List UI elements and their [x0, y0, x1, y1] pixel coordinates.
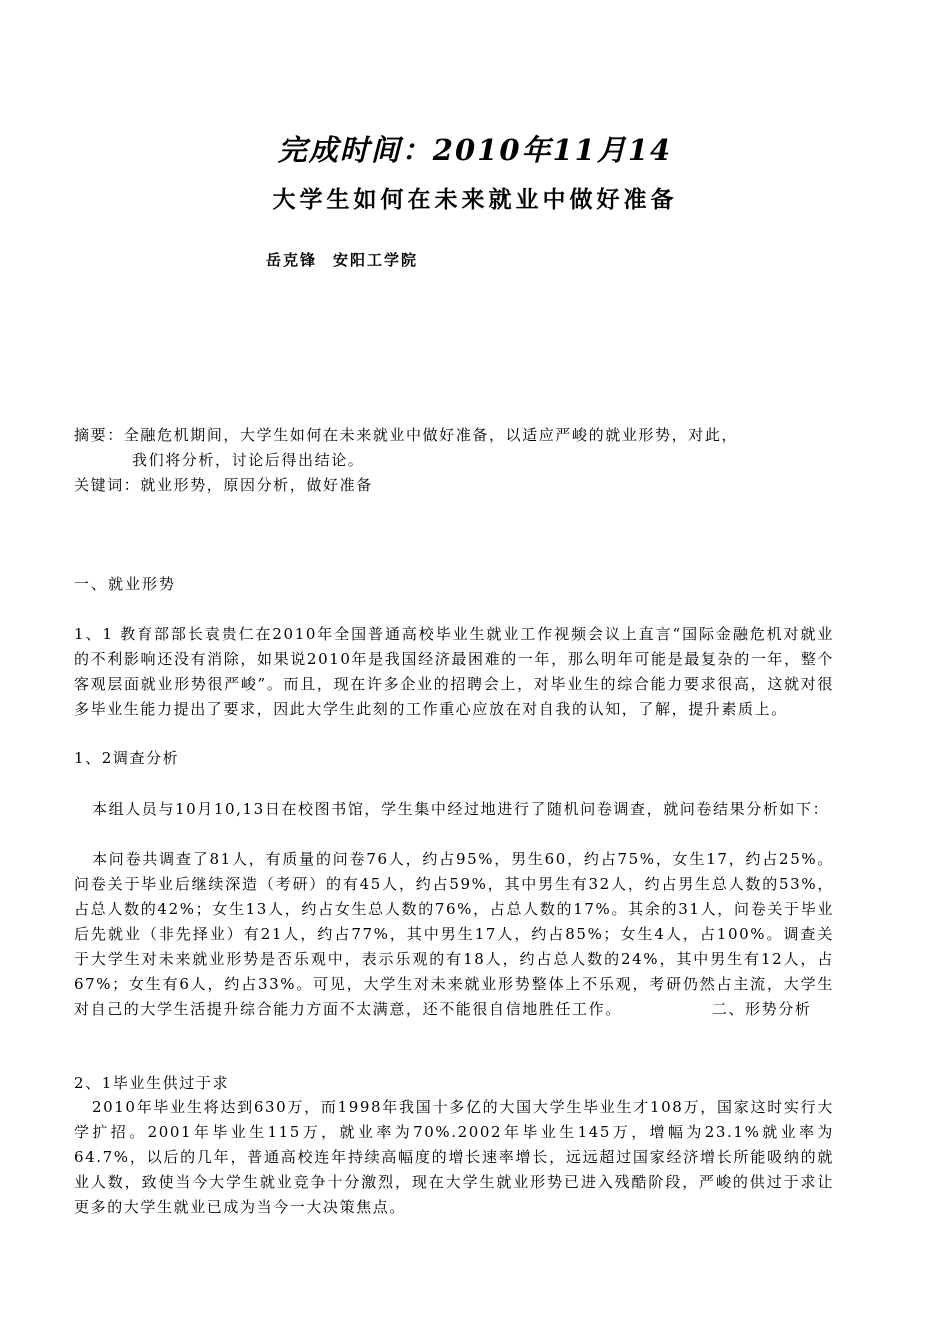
- section-1-1-paragraph: 1、1 教育部部长袁贵仁在2010年全国普通高校毕业生就业工作视频会议上直言“国际金融危机对就业的不利影响还没有消除，如果说2010年是我国经济最困难的一年，那么明年可能是最复杂的一年，整个客观层面就业形势很严峻”。而且，现在许多企业的招聘会上，对毕业生的综合能力要求很高，这就对很多毕业生能力提出了要求，因此大学生此刻的工作重心应放在对自我的认知，了解，提升素质上。: [74, 625, 834, 718]
- abstract-line-1: 全融危机期间，大学生如何在未来就业中做好准备，以适应严峻的就业形势，对此，: [123, 426, 739, 444]
- abstract-label: 摘要：: [74, 426, 124, 444]
- author-line: [266, 249, 434, 270]
- survey-intro-paragraph: 本组人员与10月10,13日在校图书馆，学生集中经过地进行了随机问卷调查，就问卷结果分析如下：: [92, 800, 830, 818]
- abstract: [74, 423, 834, 498]
- abstract-line-2: 我们将分析，讨论后得出结论。: [132, 451, 365, 469]
- section-1-2-heading: 1、2调查分析: [74, 749, 180, 767]
- author-name: 岳克锋: [266, 251, 318, 269]
- section-2-1-heading: 2、1毕业生供过于求: [74, 1074, 230, 1092]
- keywords-label: 关键词：: [74, 476, 141, 494]
- keywords: [74, 473, 834, 498]
- author-affiliation: 安阳工学院: [333, 251, 419, 269]
- document-title: 大学生如何在未来就业中做好准备: [272, 186, 678, 213]
- survey-results-text: 本问卷共调查了81人，有质量的问卷76人，约占95%，男生60，约占75%，女生17，约占25%。问卷关于毕业后继续深造（考研）的有45人，约占59%，其中男生有32人，约占男生总人数的53%，占总人数的42%；女生13人，约占女生总人数的76%，占总人数的17%。其余的31人，问卷关于毕业后先就业（非先择业）有21人，约占77%，其中男生17人，约占85%；女生4人，占100%。调查关于大学生对未来就业形势是否乐观中，表示乐观的有18人，约占总人数的24%，其中男生有12人，占67%；女生有6人，约占33%。可见，大学生对未来就业形势整体上不乐观，考研仍然占主流，大学生对自己的大学生活提升综合能力方面不太满意，还不能很自信地胜任工作。: [74, 850, 834, 1018]
- section-1-heading: 一、就业形势: [74, 575, 177, 593]
- survey-results-paragraph: [74, 847, 834, 1022]
- keywords-text: 就业形势，原因分析，做好准备: [140, 476, 373, 494]
- section-2-heading: 二、形势分析: [711, 1000, 812, 1018]
- completion-date: 完成时间：2010年11月14: [277, 133, 673, 167]
- section-2-1-paragraph: 2010年毕业生将达到630万，而1998年我国十多亿的大国大学生毕业生才108万，国家这时实行大学扩招。2001年毕业生115万，就业率为70%.2002年毕业生145万，增幅为23.1%就业率为64.7%，以后的几年，普通高校连年持续高幅度的增长速率增长，远远超过国家经济增长所能吸纳的就业人数，致使当今大学生就业竞争十分激烈，现在大学生就业形势已进入残酷阶段，严峻的供过于求让更多的大学生就业已成为当今一大决策焦点。: [74, 1098, 834, 1216]
